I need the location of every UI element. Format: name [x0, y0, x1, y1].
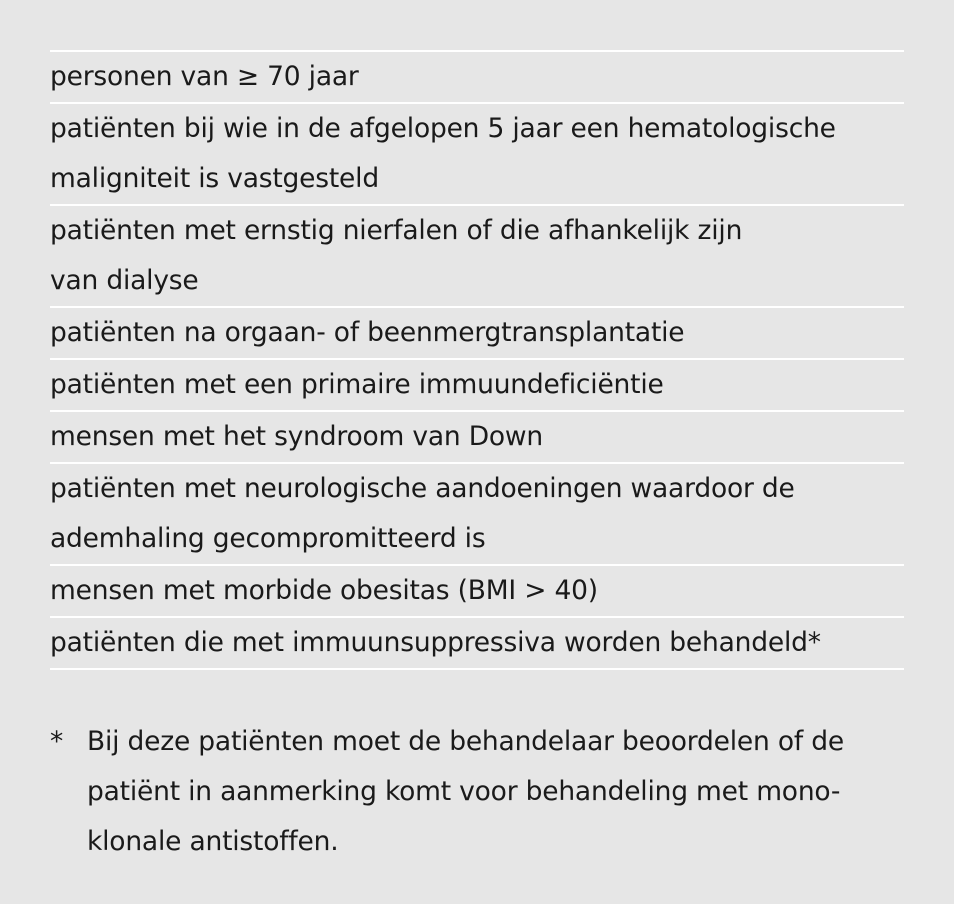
list-item: patiënten die met immuunsuppressiva worden behandeld* [50, 618, 904, 670]
footnote [50, 717, 904, 867]
footnote-text: Bij deze patiënten moet de behandelaar beoordelen of de patiënt in aanmerking komt voor behandeling met mono- klonale antistoffen. [87, 726, 844, 857]
risk-group-list [50, 50, 904, 670]
list-item: personen van ≥ 70 jaar [50, 52, 904, 104]
list-item: mensen met het syndroom van Down [50, 412, 904, 464]
footnote-marker: * [50, 726, 64, 757]
list-item: patiënten na orgaan- of beenmergtransplantatie [50, 308, 904, 360]
list-item: mensen met morbide obesitas (BMI > 40) [50, 566, 904, 618]
list-item: patiënten bij wie in de afgelopen 5 jaar een hematologische maligniteit is vastgesteld [50, 104, 904, 206]
list-item: patiënten met neurologische aandoeningen waardoor de ademhaling gecompromitteerd is [50, 464, 904, 566]
list-item: patiënten met een primaire immuundeficiëntie [50, 360, 904, 412]
list-item: patiënten met ernstig nierfalen of die afhankelijk zijn van dialyse [50, 206, 904, 308]
